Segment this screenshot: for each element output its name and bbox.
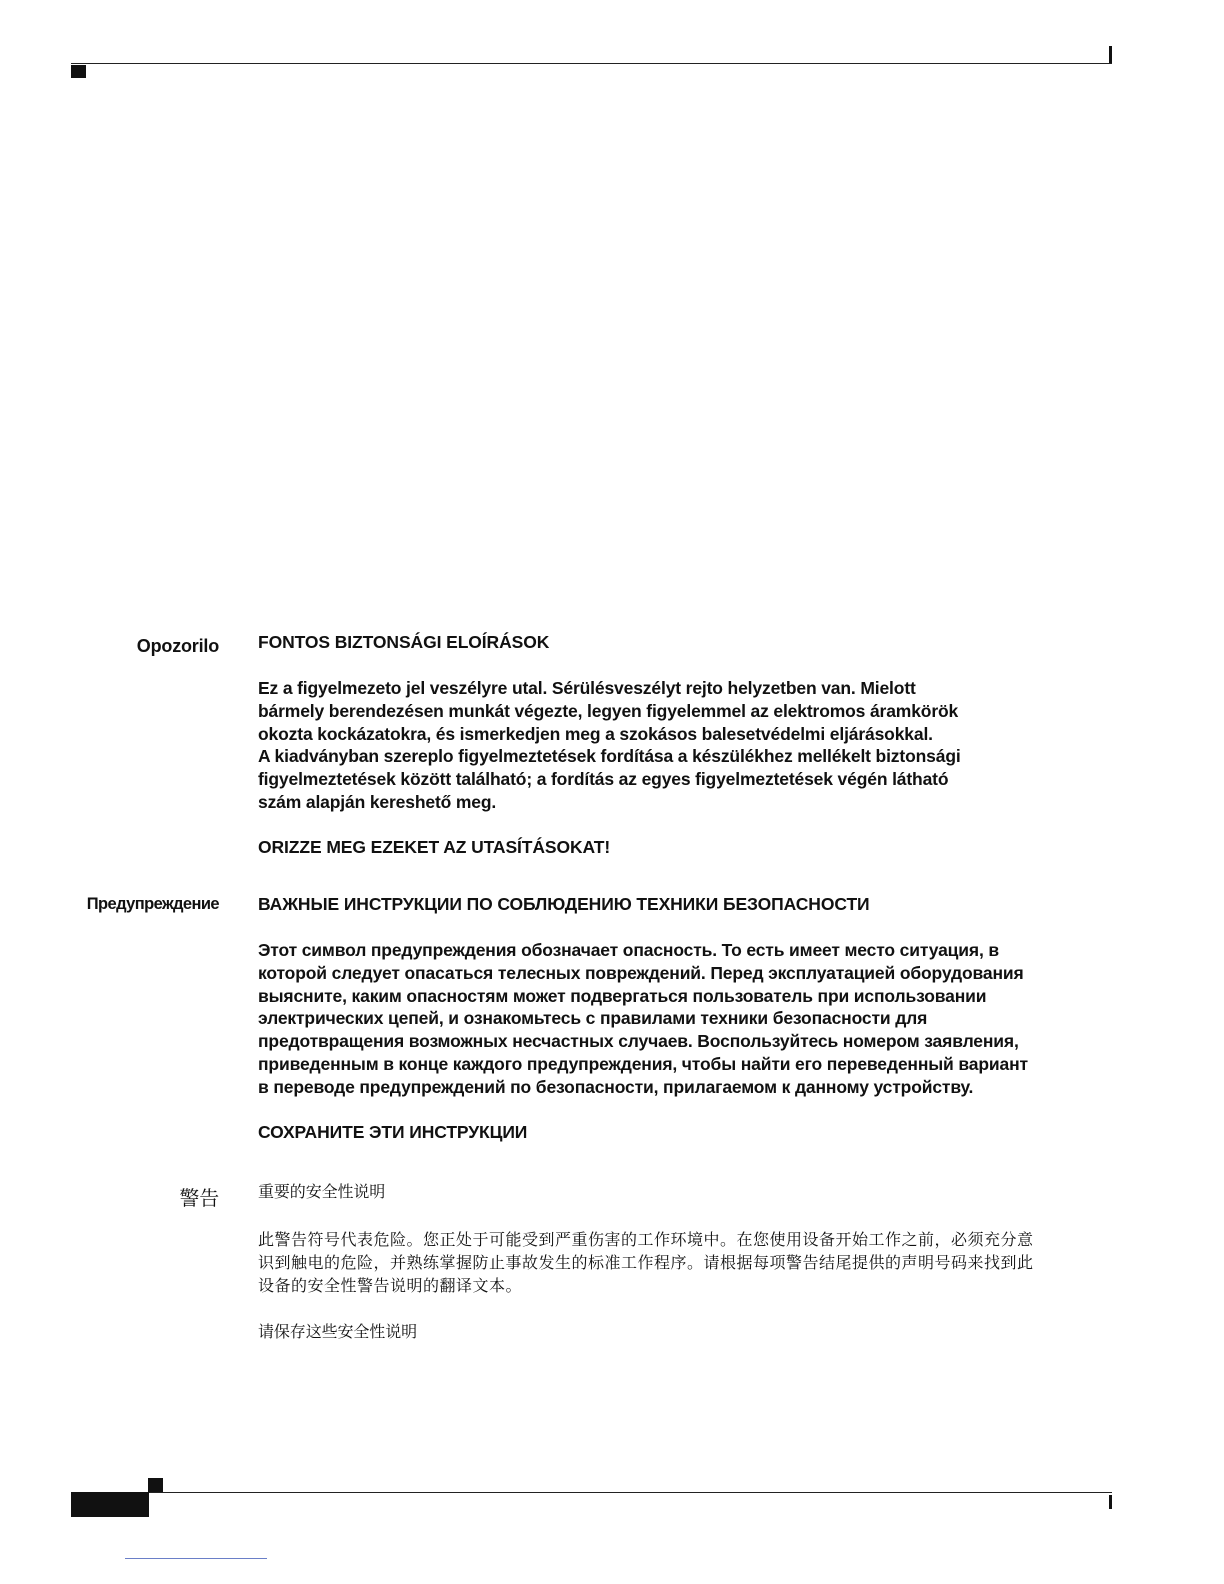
warning-heading: FONTOS BIZTONSÁGI ELOÍRÁSOK [258,632,550,652]
body-line: предотвращения возможных несчастных случаев. Воспользуйтесь номером заявления, [258,1031,1019,1052]
warning-label: Opozorilo [136,636,219,656]
body-line: Ez a figyelmezeto jel veszélyre utal. Sérülésveszélyt rejto helyzetben van. Mielott [258,678,916,698]
warning-content [258,1182,1118,1344]
warning-label: Предупреждение [86,895,219,913]
body-line: 设备的安全性警告说明的翻译文本。 [258,1278,523,1295]
warning-body [258,939,1118,1099]
warning-content [258,631,1118,858]
body-line: приведенным в конце каждого предупреждения, чтобы найти его переведенный вариант [258,1053,1028,1074]
warning-heading: ВАЖНЫЕ ИНСТРУКЦИИ ПО СОБЛЮДЕНИЮ ТЕХНИКИ БЕЗОПАСНОСТИ [258,894,870,914]
body-line: A kiadványban szereplo figyelmeztetések fordítása a készülékhez mellékelt biztonsági [258,746,961,767]
warning-closing: ORIZZE MEG EZEKET AZ UTASÍTÁSOKAT! [258,836,611,857]
warning-label: 警告 [179,1188,219,1210]
body-line: 识到触电的危险，并熟练掌握防止事故发生的标准工作程序。请根据每项警告结尾提供的声明号码来找到此 [258,1255,1034,1272]
body-line: 此警告符号代表危险。您正处于可能受到严重伤害的工作环境中。在您使用设备开始工作之前，必须充分意 [258,1232,1034,1249]
body-line: figyelmeztetések között található; a fordítás az egyes figyelmeztetések végén látható [258,769,949,790]
warning-closing: 请保存这些安全性说明 [258,1324,418,1341]
header-edge-tick [1109,46,1112,64]
body-line: в переводе предупреждений по безопасности, прилагаемом к данному устройству. [258,1076,974,1097]
header-marker [71,65,86,78]
body-line: Этот символ предупреждения обозначает опасность. То есть имеет место ситуация, в [258,940,999,960]
warning-content [258,893,1118,1143]
warning-closing: СОХРАНИТЕ ЭТИ ИНСТРУКЦИИ [258,1121,528,1142]
warning-heading: 重要的安全性说明 [258,1184,386,1201]
footer-page-block [71,1492,149,1517]
body-line: выясните, каким опасностям может подвергаться пользователь при использовании [258,985,987,1006]
footer-link-underline[interactable] [125,1558,267,1559]
body-line: okozta kockázatokra, és ismerkedjen meg a szokásos balesetvédelmi eljárásokkal. [258,723,933,744]
body-line: которой следует опасаться телесных повреждений. Перед эксплуатацией оборудования [258,962,1024,983]
header-rule [71,63,1112,64]
footer-rule [148,1492,1112,1493]
warning-body [258,1229,1118,1298]
body-line: электрических цепей, и ознакомьтесь с правилами техники безопасности для [258,1008,928,1029]
body-line: szám alapján kereshető meg. [258,791,497,812]
footer-edge-tick [1109,1495,1112,1509]
warning-body [258,677,1118,814]
body-line: bármely berendezésen munkát végezte, legyen figyelemmel az elektromos áramkörök [258,700,959,721]
footer-marker [148,1478,163,1492]
